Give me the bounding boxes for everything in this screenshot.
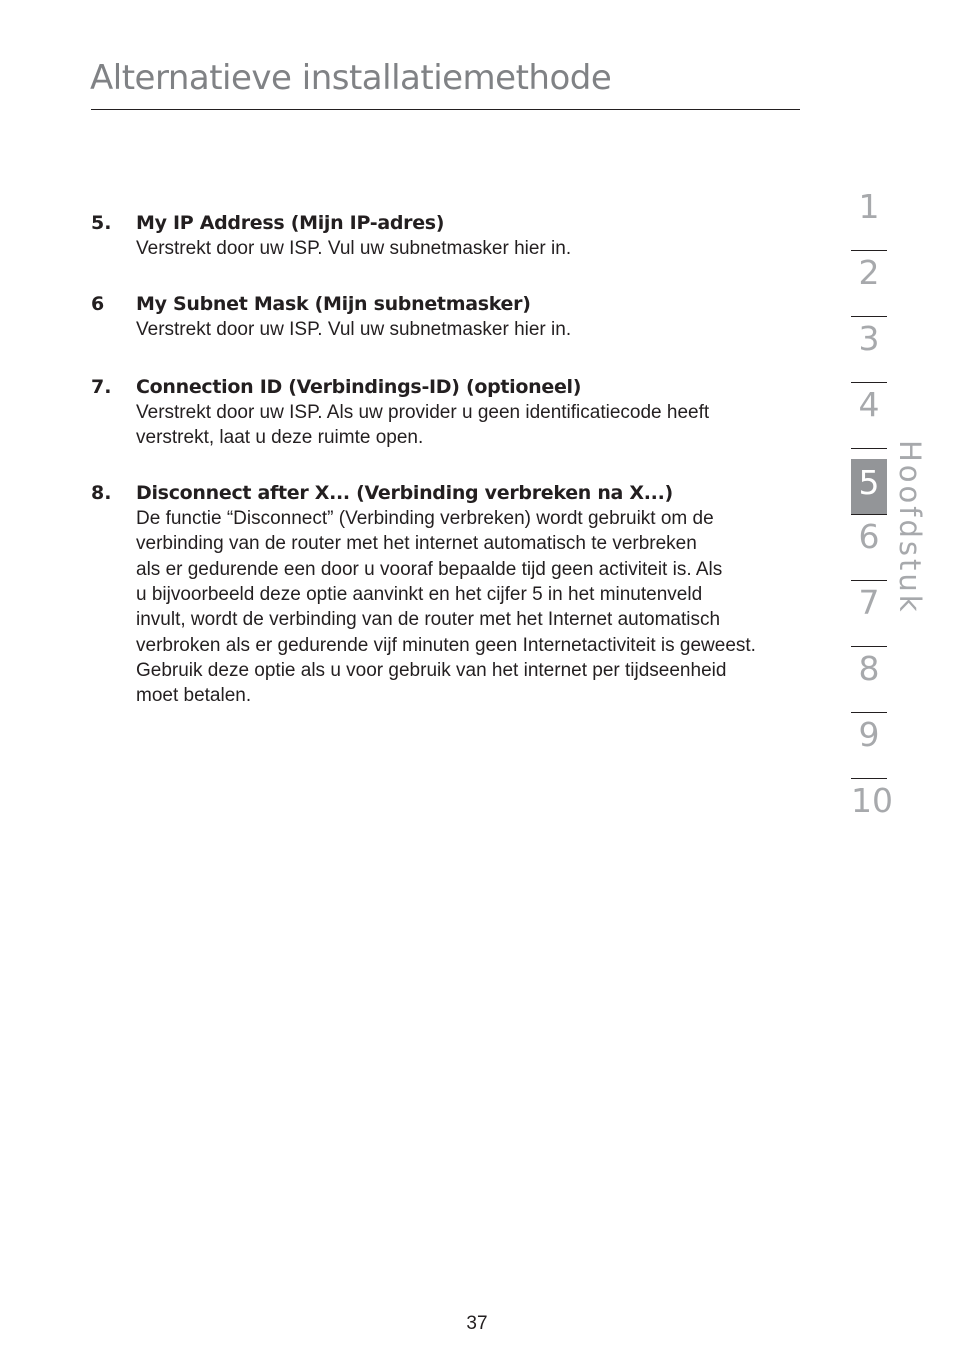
chapter-number: 8 bbox=[858, 649, 880, 688]
chapter-tab-9[interactable] bbox=[851, 713, 887, 779]
content-list bbox=[91, 210, 811, 709]
page-number: 37 bbox=[466, 1313, 488, 1334]
chapter-tab-7[interactable] bbox=[851, 581, 887, 647]
list-item bbox=[91, 480, 811, 708]
chapter-tab-1[interactable] bbox=[851, 185, 887, 251]
title-divider bbox=[91, 109, 800, 110]
chapter-number: 5 bbox=[858, 463, 880, 502]
item-heading: Connection ID (Verbindings-ID) (optioneel) bbox=[136, 375, 582, 398]
chapter-number: 9 bbox=[858, 715, 880, 754]
chapter-tab-5[interactable] bbox=[851, 449, 887, 515]
chapter-tab-2[interactable] bbox=[851, 251, 887, 317]
chapter-number: 4 bbox=[858, 385, 880, 424]
item-body: De functie “Disconnect” (Verbinding verbreken) wordt gebruikt om de verbinding van de router met het internet automatisch te verbreken als er gedurende een door u vooraf bepaalde tijd geen activiteit is. Als u bijvoorbeeld deze optie aanvinkt en het cijfer 5 in het minutenveld invult, wordt de verbinding van de router met het Internet automatisch verbroken als er gedurende vijf minuten geen Internetactiviteit is geweest. Gebruik deze optie als u voor gebruik van het internet per tijdseenheid moet betalen. bbox=[136, 508, 756, 707]
chapter-nav bbox=[851, 185, 893, 845]
chapter-tab-4[interactable] bbox=[851, 383, 887, 449]
list-item bbox=[91, 374, 811, 451]
chapter-number: 7 bbox=[858, 583, 880, 622]
item-number: 7. bbox=[91, 375, 112, 398]
page-title: Alternatieve installatiemethode bbox=[90, 58, 612, 98]
item-heading: My Subnet Mask (Mijn subnetmasker) bbox=[136, 293, 531, 316]
item-body: Verstrekt door uw ISP. Vul uw subnetmasker hier in. bbox=[136, 319, 572, 341]
chapter-number: 10 bbox=[851, 781, 893, 820]
chapter-number: 6 bbox=[858, 517, 880, 556]
item-number: 6 bbox=[91, 293, 105, 316]
chapter-number: 2 bbox=[858, 253, 880, 292]
chapter-tab-6[interactable] bbox=[851, 515, 887, 581]
item-body: Verstrekt door uw ISP. Als uw provider u geen identificatiecode heeft verstrekt, laat u deze ruimte open. bbox=[136, 401, 710, 448]
chapter-label: Hoofdstuk bbox=[893, 440, 927, 615]
item-body: Verstrekt door uw ISP. Vul uw subnetmasker hier in. bbox=[136, 238, 572, 259]
item-number: 5. bbox=[91, 212, 112, 234]
list-item bbox=[91, 210, 811, 261]
chapter-number: 1 bbox=[858, 187, 880, 226]
item-heading: My IP Address (Mijn IP-adres) bbox=[136, 212, 445, 234]
list-item bbox=[91, 291, 811, 342]
item-number: 8. bbox=[91, 482, 112, 505]
chapter-tab-8[interactable] bbox=[851, 647, 887, 713]
chapter-number: 3 bbox=[858, 319, 880, 358]
chapter-tab-3[interactable] bbox=[851, 317, 887, 383]
chapter-tab-10[interactable] bbox=[851, 779, 893, 845]
item-heading: Disconnect after X... (Verbinding verbreken na X...) bbox=[136, 482, 673, 505]
